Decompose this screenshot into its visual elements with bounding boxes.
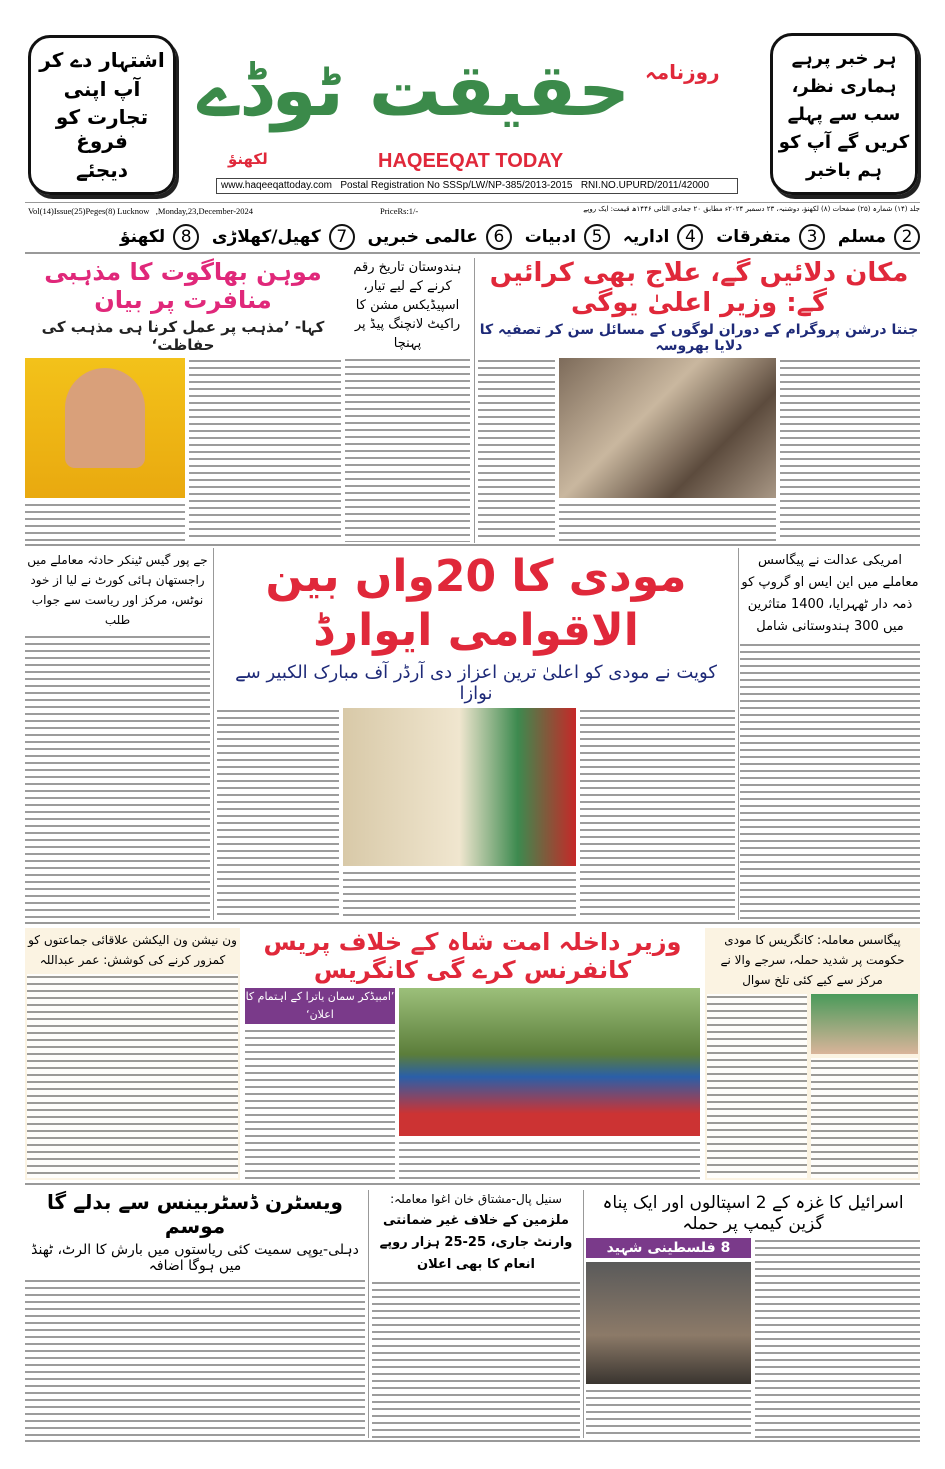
nav-item-muslim[interactable]: 2مسلم [838,224,920,250]
section-nav [120,223,920,251]
yogi-body [478,358,555,542]
yogi-subheadline: جنتا درشن پروگرام کے دوران لوگوں کے مسائل سن کر تصفیہ کا دلایا بھروسہ [479,322,919,354]
jaipur-headline: جے پور گیس ٹینکر حادثہ معاملے میں راجستھان ہائی کورٹ نے لیا از خود نوٹس، مرکز اور ریاست سے جواب طلب [27,553,208,627]
weather-subheadline: دہلی-یوپی سمیت کئی ریاستوں میں بارش کا الرٹ، ٹھنڈ میں ہوگا اضافہ [31,1242,359,1274]
pegasus-congress-body [811,1058,918,1178]
nav-item-misc[interactable]: 3متفرقات [716,224,825,250]
congress-story [245,928,700,1180]
nav-item-world[interactable]: 6عالمی خبریں [368,224,512,250]
tagline-line: ہماری نظر، [791,75,897,97]
warrant-story [372,1192,580,1438]
congress-body [245,1028,395,1180]
bhagwat-body [25,502,185,542]
congress-headline: وزیر داخلہ امت شاہ کے خلاف پریس کانفرنس کرے گی کانگریس [263,928,682,984]
pegasus-us-story [740,550,920,920]
tagline-line: ہر خبر پرہے [791,47,897,69]
yogi-body [559,502,776,542]
modi-story [217,550,735,920]
bhagwat-story [25,258,341,542]
gaza-body [586,1388,751,1438]
nav-item-literature[interactable]: 5ادبیات [525,224,610,250]
omar-body [27,974,238,1178]
masthead-english-title: HAQEEQAT TODAY [378,150,564,172]
advertise-box [28,35,176,195]
gaza-body [755,1238,920,1438]
bhagwat-subheadline: کہا- ’مذہب پر عمل کرنا ہی مذہب کی حفاظت‘ [41,318,325,354]
yogi-photo [559,358,776,498]
dateline-urdu: جلد (۱۴) شمارہ (۲۵) صفحات (۸) لکھنؤ، دوشنبہ، ۲۳ دسمبر ۲۰۲۴ء مطابق ۲۰ جمادی الثانی ۱۴۴۶ھ قیمت: ایک روپے [583,205,920,213]
bhagwat-photo [25,358,185,498]
weather-body [25,1278,365,1438]
gaza-photo [586,1262,751,1384]
yogi-body [780,358,920,542]
warrant-body [372,1280,580,1438]
pegasus-congress-story [705,928,920,1180]
tagline-line: سب سے پہلے [787,103,901,125]
modi-subheadline: کویت نے مودی کو اعلیٰ ترین اعزاز دی آرڈر آف مبارک الکبیر سے نوازا [235,662,717,704]
gaza-story [586,1192,920,1438]
isro-headline: ہندوستان تاریخ رقم کرنے کے لیے تیار، اسپیڈیکس مشن کا راکیٹ لانچنگ پیڈ پر پہنچا [353,260,462,351]
weather-headline: ویسٹرن ڈسٹربینس سے بدلے گا موسم [47,1190,343,1238]
pegasus-us-body [740,642,920,920]
modi-photo [343,708,576,866]
omar-story [25,928,240,1180]
bhagwat-headline: موہن بھاگوت کا مذہبی منافرت پر بیان [44,258,322,314]
ad-line: آپ اپنی [63,76,141,101]
ad-line: دیجئے [75,157,129,182]
registration-line: www.haqeeqattoday.com Postal Registration No SSSp/LW/NP-385/2013-2015 RNI.NO.UPURD/2011/42000 [216,178,738,194]
congress-body [399,1140,700,1180]
pegasus-congress-headline: پیگاسس معاملہ: کانگریس کا مودی حکومت پر شدید حملہ، سرجے والا نے مرکز سے کیے کئی تلخ سوال [720,933,905,987]
nav-item-sports[interactable]: 7کھیل/کھلاڑی [212,224,355,250]
omar-headline: ون نیشن ون الیکشن علاقائی جماعتوں کو کمزور کرنے کی کوشش: عمر عبداللہ [28,933,237,967]
price: PriceRs:1/- [380,206,419,216]
tagline-line: ہم باخبر [806,159,882,181]
congress-banner: ’امبیڈکر سمان یاترا کے اہتمام کا اعلان‘ [245,988,395,1024]
nav-item-lucknow[interactable]: 8لکھنؤ [120,224,199,250]
masthead-prefix: روزنامہ [645,60,720,84]
jaipur-body [25,634,210,920]
tagline-line: کریں گے آپ کو [778,131,910,153]
surjewala-photo [811,994,918,1054]
tagline-box [770,33,918,195]
dateline-english: Vol(14)Issue(25)Peges(8) Lucknow ,Monday,23,December-2024 [28,206,254,216]
isro-story [345,258,470,542]
modi-headline: مودی کا 20واں بین الاقوامی ایوارڈ [265,551,687,656]
warrant-headline: ملزمین کے خلاف غیر ضمانتی وارنٹ جاری، 25-25 ہزار روپے انعام کا بھی اعلان [379,1213,573,1272]
isro-body [345,357,470,542]
congress-photo [399,988,700,1136]
pegasus-us-headline: امریکی عدالت نے پیگاسس معاملے میں این ایس او گروپ کو ذمہ دار ٹھہرایا، 1400 متاثرین میں 300 ہندوستانی شامل [741,553,919,634]
modi-body [580,708,735,920]
modi-body [217,708,339,920]
yogi-headline: مکان دلائیں گے، علاج بھی کرائیں گے: وزیر اعلیٰ یوگی [489,258,909,318]
pegasus-congress-body [707,994,807,1178]
masthead-city: لکھنؤ [228,150,268,168]
gaza-banner: 8 فلسطینی شہید [586,1238,751,1258]
jaipur-story [25,550,210,920]
masthead-logo: حقیقت ٹوڈے [197,48,630,132]
ad-line: اشتہار دے کر [39,48,165,73]
modi-body [343,870,576,920]
ad-line: تجارت کو فروغ [55,105,149,154]
warrant-kicker: سنیل پال-مشتاق خان اغوا معاملہ: [390,1192,562,1206]
yogi-story [478,258,920,542]
gaza-headline: اسرائیل کا غزہ کے 2 اسپتالوں اور ایک پناہ گزین کیمپ پر حملہ [602,1193,904,1234]
nav-item-editorial[interactable]: 4اداریہ [623,224,704,250]
weather-story [25,1190,365,1438]
bhagwat-body [189,358,341,542]
